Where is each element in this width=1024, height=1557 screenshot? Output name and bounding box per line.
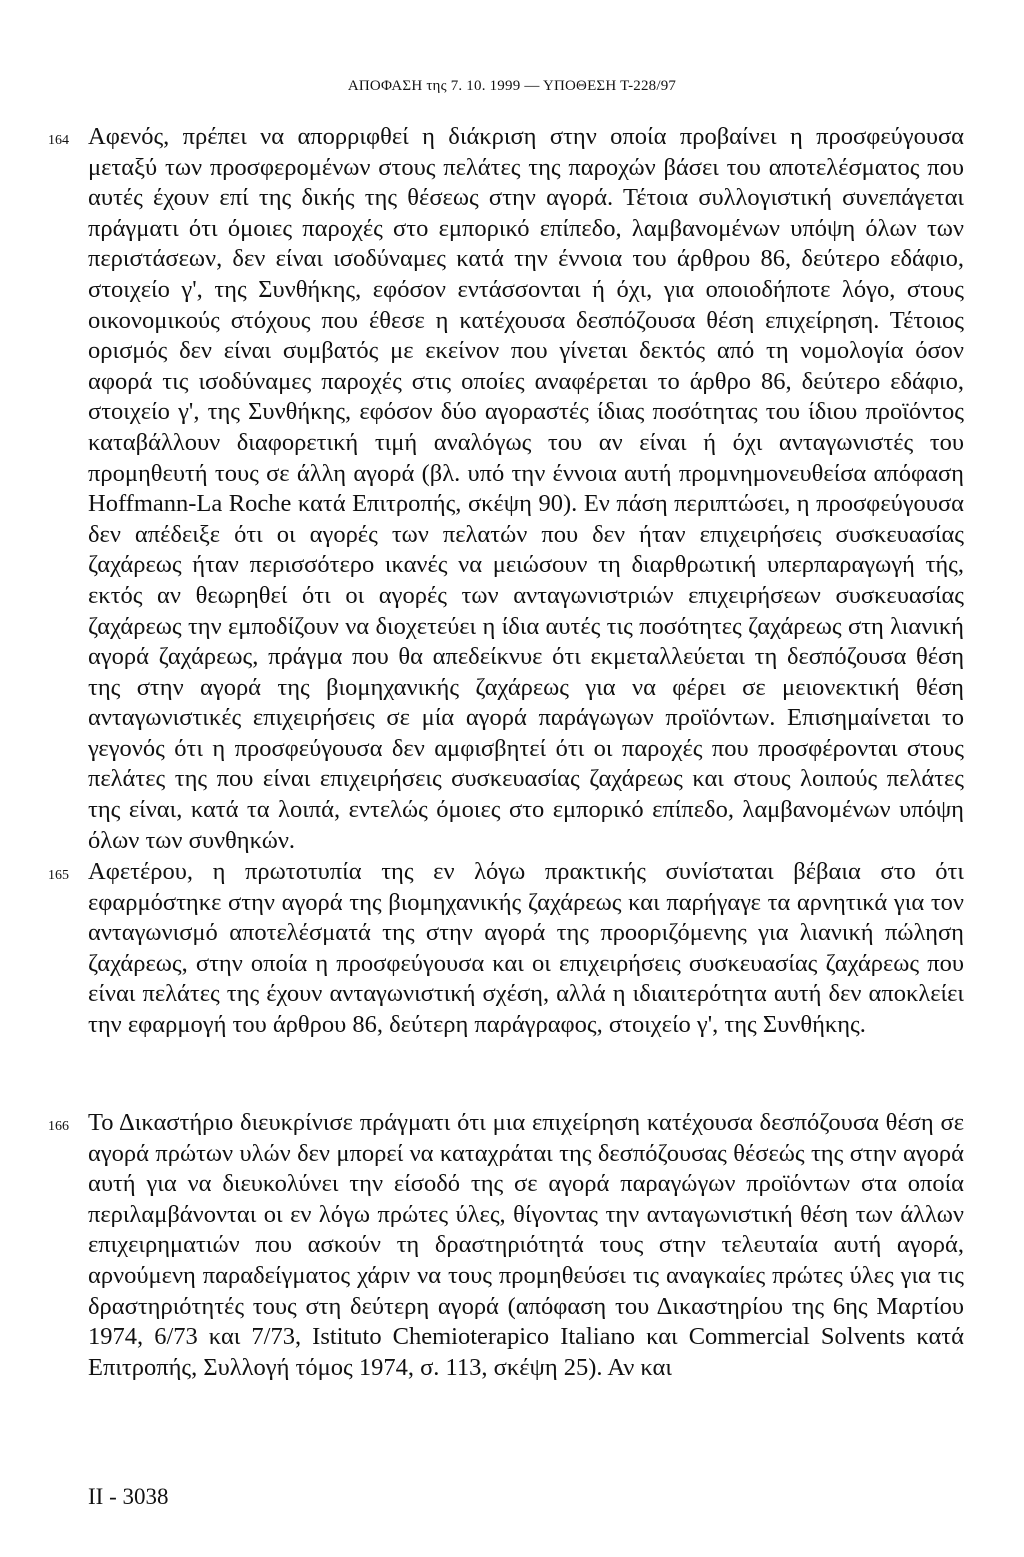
paragraph-number: 166 [48,1119,69,1134]
paragraph-166 [0,1108,1024,1383]
page-number: II - 3038 [88,1484,169,1509]
paragraph-number: 165 [48,868,69,883]
paragraph-165 [0,857,1024,1041]
paragraph-text: Αφενός, πρέπει να απορριφθεί η διάκριση στην οποία προβαίνει η προσφεύγουσα μεταξύ των προσφερομένων στους πελάτες της παροχών βάσει του αποτελέσματος που αυτές έχουν επί της δικής της θέσεως στην αγορά. Τέτοια συλλογιστική συνεπάγεται πράγματι ότι όμοιες παροχές στο εμπορικό επίπεδο, λαμβανομένων υπόψη όλων των περιστάσεων, δεν είναι ισοδύναμες κατά την έννοια του άρθρου 86, δεύτερο εδάφιο, στοιχείο γ', της Συνθήκης, εφόσον εντάσσονται ή όχι, για οποιοδήποτε λόγο, στους οικονομικούς στόχους που έθεσε η κατέχουσα δεσπόζουσα θέση επιχείρηση. Τέτοιος ορισμός δεν είναι συμβατός με εκείνον που γίνεται δεκτός από τη νομολογία όσον αφορά τις ισοδύναμες παροχές στις οποίες αναφέρεται το άρθρο 86, δεύτερο εδάφιο, στοιχείο γ', της Συνθήκης, εφόσον δύο αγοραστές ίδιας ποσότητας του ίδιου προϊόντος καταβάλλουν διαφορετική τιμή αναλόγως του αν είναι ή όχι ανταγωνιστές του προμηθευτή τους σε άλλη αγορά (βλ. υπό την έννοια αυτή προμνημονευθείσα απόφαση Hoffmann-La Roche κατά Επιτροπής, σκέψη 90). Εν πάση περιπτώσει, η προσφεύγουσα δεν απέδειξε ότι οι αγορές των πελατών που δεν ήταν επιχειρήσεις συσκευασίας ζαχάρεως ήταν περισσότερο ικανές να μειώσουν τη διαρθρωτική υπερπαραγωγή τής, εκτός αν θεωρηθεί ότι οι αγορές των ανταγωνιστριών επιχειρήσεων συσκευασίας ζαχάρεως την εμποδίζουν να διοχετεύει η ίδια αυτές τις ποσότητες ζαχάρεως στη λιανική αγορά ζαχάρεως, πράγμα που θα απεδείκνυε ότι εκμεταλλεύεται τη δεσπόζουσα θέση της στην αγορά της βιομηχανικής ζαχάρεως για να φέρει σε μειονεκτική θέση ανταγωνιστικές επιχειρήσεις σε μία αγορά παράγωγων προϊόντων. Επισημαίνεται το γεγονός ότι η προσφεύγουσα δεν αμφισβητεί ότι οι παροχές που προσφέρονται στους πελάτες της που είναι επιχειρήσεις συσκευασίας ζαχάρεως και στους λοιπούς πελάτες της είναι, κατά τα λοιπά, εντελώς όμοιες στο εμπορικό επίπεδο, λαμβανομένων υπόψη όλων των συνθηκών. [88,123,964,854]
paragraph-164 [0,122,1024,856]
paragraph-text: Αφετέρου, η πρωτοτυπία της εν λόγω πρακτικής συνίσταται βέβαια στο ότι εφαρμόστηκε στην αγορά της βιομηχανικής ζαχάρεως και παρήγαγε τα αρνητικά για τον ανταγωνισμό αποτελέσματά της στην αγορά της προοριζόμενης για λιανική πώληση ζαχάρεως, στην οποία η προσφεύγουσα και οι επιχειρήσεις συσκευασίας ζαχάρεως που είναι πελάτες της έχουν ανταγωνιστική σχέση, αλλά η ιδιαιτερότητα αυτή δεν αποκλείει την εφαρμογή του άρθρου 86, δεύτερη παράγραφος, στοιχείο γ', της Συνθήκης. [88,858,964,1038]
paragraph-number: 164 [48,133,69,148]
running-header: ΑΠΟΦΑΣΗ της 7. 10. 1999 — ΥΠΟΘΕΣΗ Τ-228/97 [347,78,677,94]
paragraph-text: Το Δικαστήριο διευκρίνισε πράγματι ότι μια επιχείρηση κατέχουσα δεσπόζουσα θέση σε αγορά πρώτων υλών δεν μπορεί να καταχράται της δεσπόζουσας θέσεώς της στην αγορά αυτή για να διευκολύνει την είσοδό της σε αγορά παραγώγων προϊόντων στα οποία περιλαμβάνονται οι εν λόγω πρώτες ύλες, θίγοντας την ανταγωνιστική θέση των άλλων επιχειρηματιών που ασκούν τη δραστηριότητά τους στην τελευταία αυτή αγορά, αρνούμενη παραδείγματος χάριν να τους προμηθεύσει τις αναγκαίες πρώτες ύλες για τις δραστηριότητές τους στη δεύτερη αγορά (απόφαση του Δικαστηρίου της 6ης Μαρτίου 1974, 6/73 και 7/73, Istituto Chemioterapico Italiano και Commercial Solvents κατά Επιτροπής, Συλλογή τόμος 1974, σ. 113, σκέψη 25). Αν και [88,1109,964,1381]
